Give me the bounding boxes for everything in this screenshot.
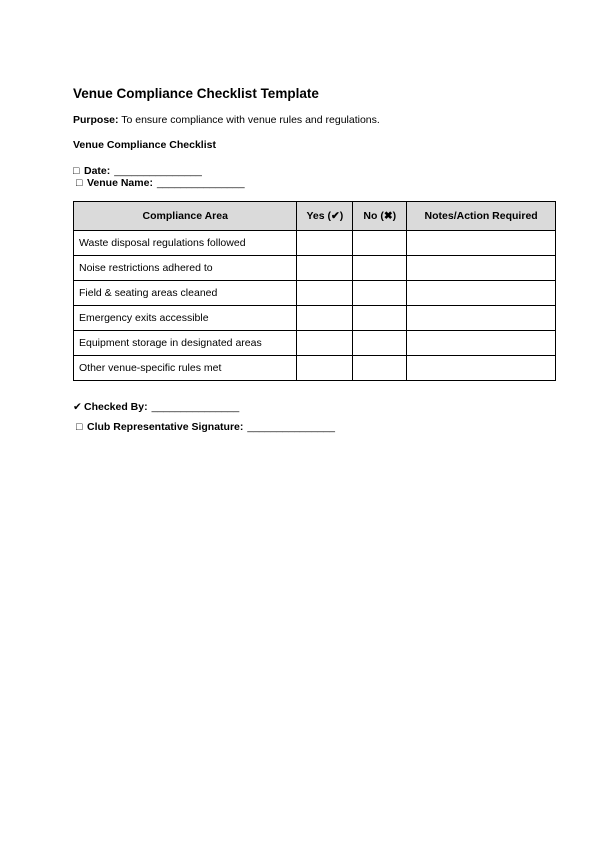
notes-cell[interactable] (407, 331, 556, 356)
no-cell[interactable] (353, 306, 407, 331)
notes-cell[interactable] (407, 231, 556, 256)
no-cell[interactable] (353, 256, 407, 281)
purpose-text: To ensure compliance with venue rules and regulations. (118, 114, 380, 126)
venue-label: Venue Name: (87, 177, 153, 189)
yes-cell[interactable] (297, 331, 353, 356)
no-cell[interactable] (353, 331, 407, 356)
date-field (73, 165, 202, 177)
checked-by-field (73, 401, 239, 413)
yes-cell[interactable] (297, 306, 353, 331)
table-row (74, 331, 556, 356)
compliance-area-cell: Waste disposal regulations followed (74, 231, 297, 256)
compliance-area-cell: Equipment storage in designated areas (74, 331, 297, 356)
compliance-area-cell: Noise restrictions adhered to (74, 256, 297, 281)
compliance-area-cell: Field & seating areas cleaned (74, 281, 297, 306)
notes-cell[interactable] (407, 356, 556, 381)
header-compliance-area: Compliance Area (74, 202, 297, 231)
table-row (74, 281, 556, 306)
checked-by-blank[interactable]: _______________ (151, 401, 240, 413)
date-blank[interactable]: _______________ (114, 165, 202, 177)
checkmark-icon: ✔ (73, 401, 82, 413)
page-title: Venue Compliance Checklist Template (73, 86, 319, 101)
pin-icon: □ (76, 177, 83, 189)
table-row (74, 256, 556, 281)
yes-cell[interactable] (297, 281, 353, 306)
no-cell[interactable] (353, 356, 407, 381)
checked-by-label: Checked By: (84, 401, 148, 413)
table-row (74, 306, 556, 331)
venue-blank[interactable]: _______________ (156, 177, 245, 189)
header-no: No (✖) (353, 202, 407, 231)
checklist-subtitle: Venue Compliance Checklist (73, 139, 216, 151)
yes-cell[interactable] (297, 231, 353, 256)
compliance-area-cell: Emergency exits accessible (74, 306, 297, 331)
table-row (74, 231, 556, 256)
pen-icon: □ (76, 421, 83, 433)
header-yes: Yes (✔) (297, 202, 353, 231)
table-row (74, 356, 556, 381)
header-notes: Notes/Action Required (407, 202, 556, 231)
compliance-area-cell: Other venue-specific rules met (74, 356, 297, 381)
no-cell[interactable] (353, 281, 407, 306)
notes-cell[interactable] (407, 281, 556, 306)
no-cell[interactable] (353, 231, 407, 256)
purpose-statement (73, 114, 380, 126)
signature-blank[interactable]: _______________ (247, 421, 335, 433)
date-label: Date: (84, 165, 111, 177)
calendar-icon: □ (73, 165, 80, 177)
signature-field (76, 421, 335, 433)
yes-cell[interactable] (297, 356, 353, 381)
table-header-row (74, 202, 556, 231)
venue-field (76, 177, 245, 189)
yes-cell[interactable] (297, 256, 353, 281)
compliance-table (73, 201, 556, 381)
signature-label: Club Representative Signature: (87, 421, 244, 433)
notes-cell[interactable] (407, 306, 556, 331)
purpose-label: Purpose: (73, 114, 119, 126)
notes-cell[interactable] (407, 256, 556, 281)
